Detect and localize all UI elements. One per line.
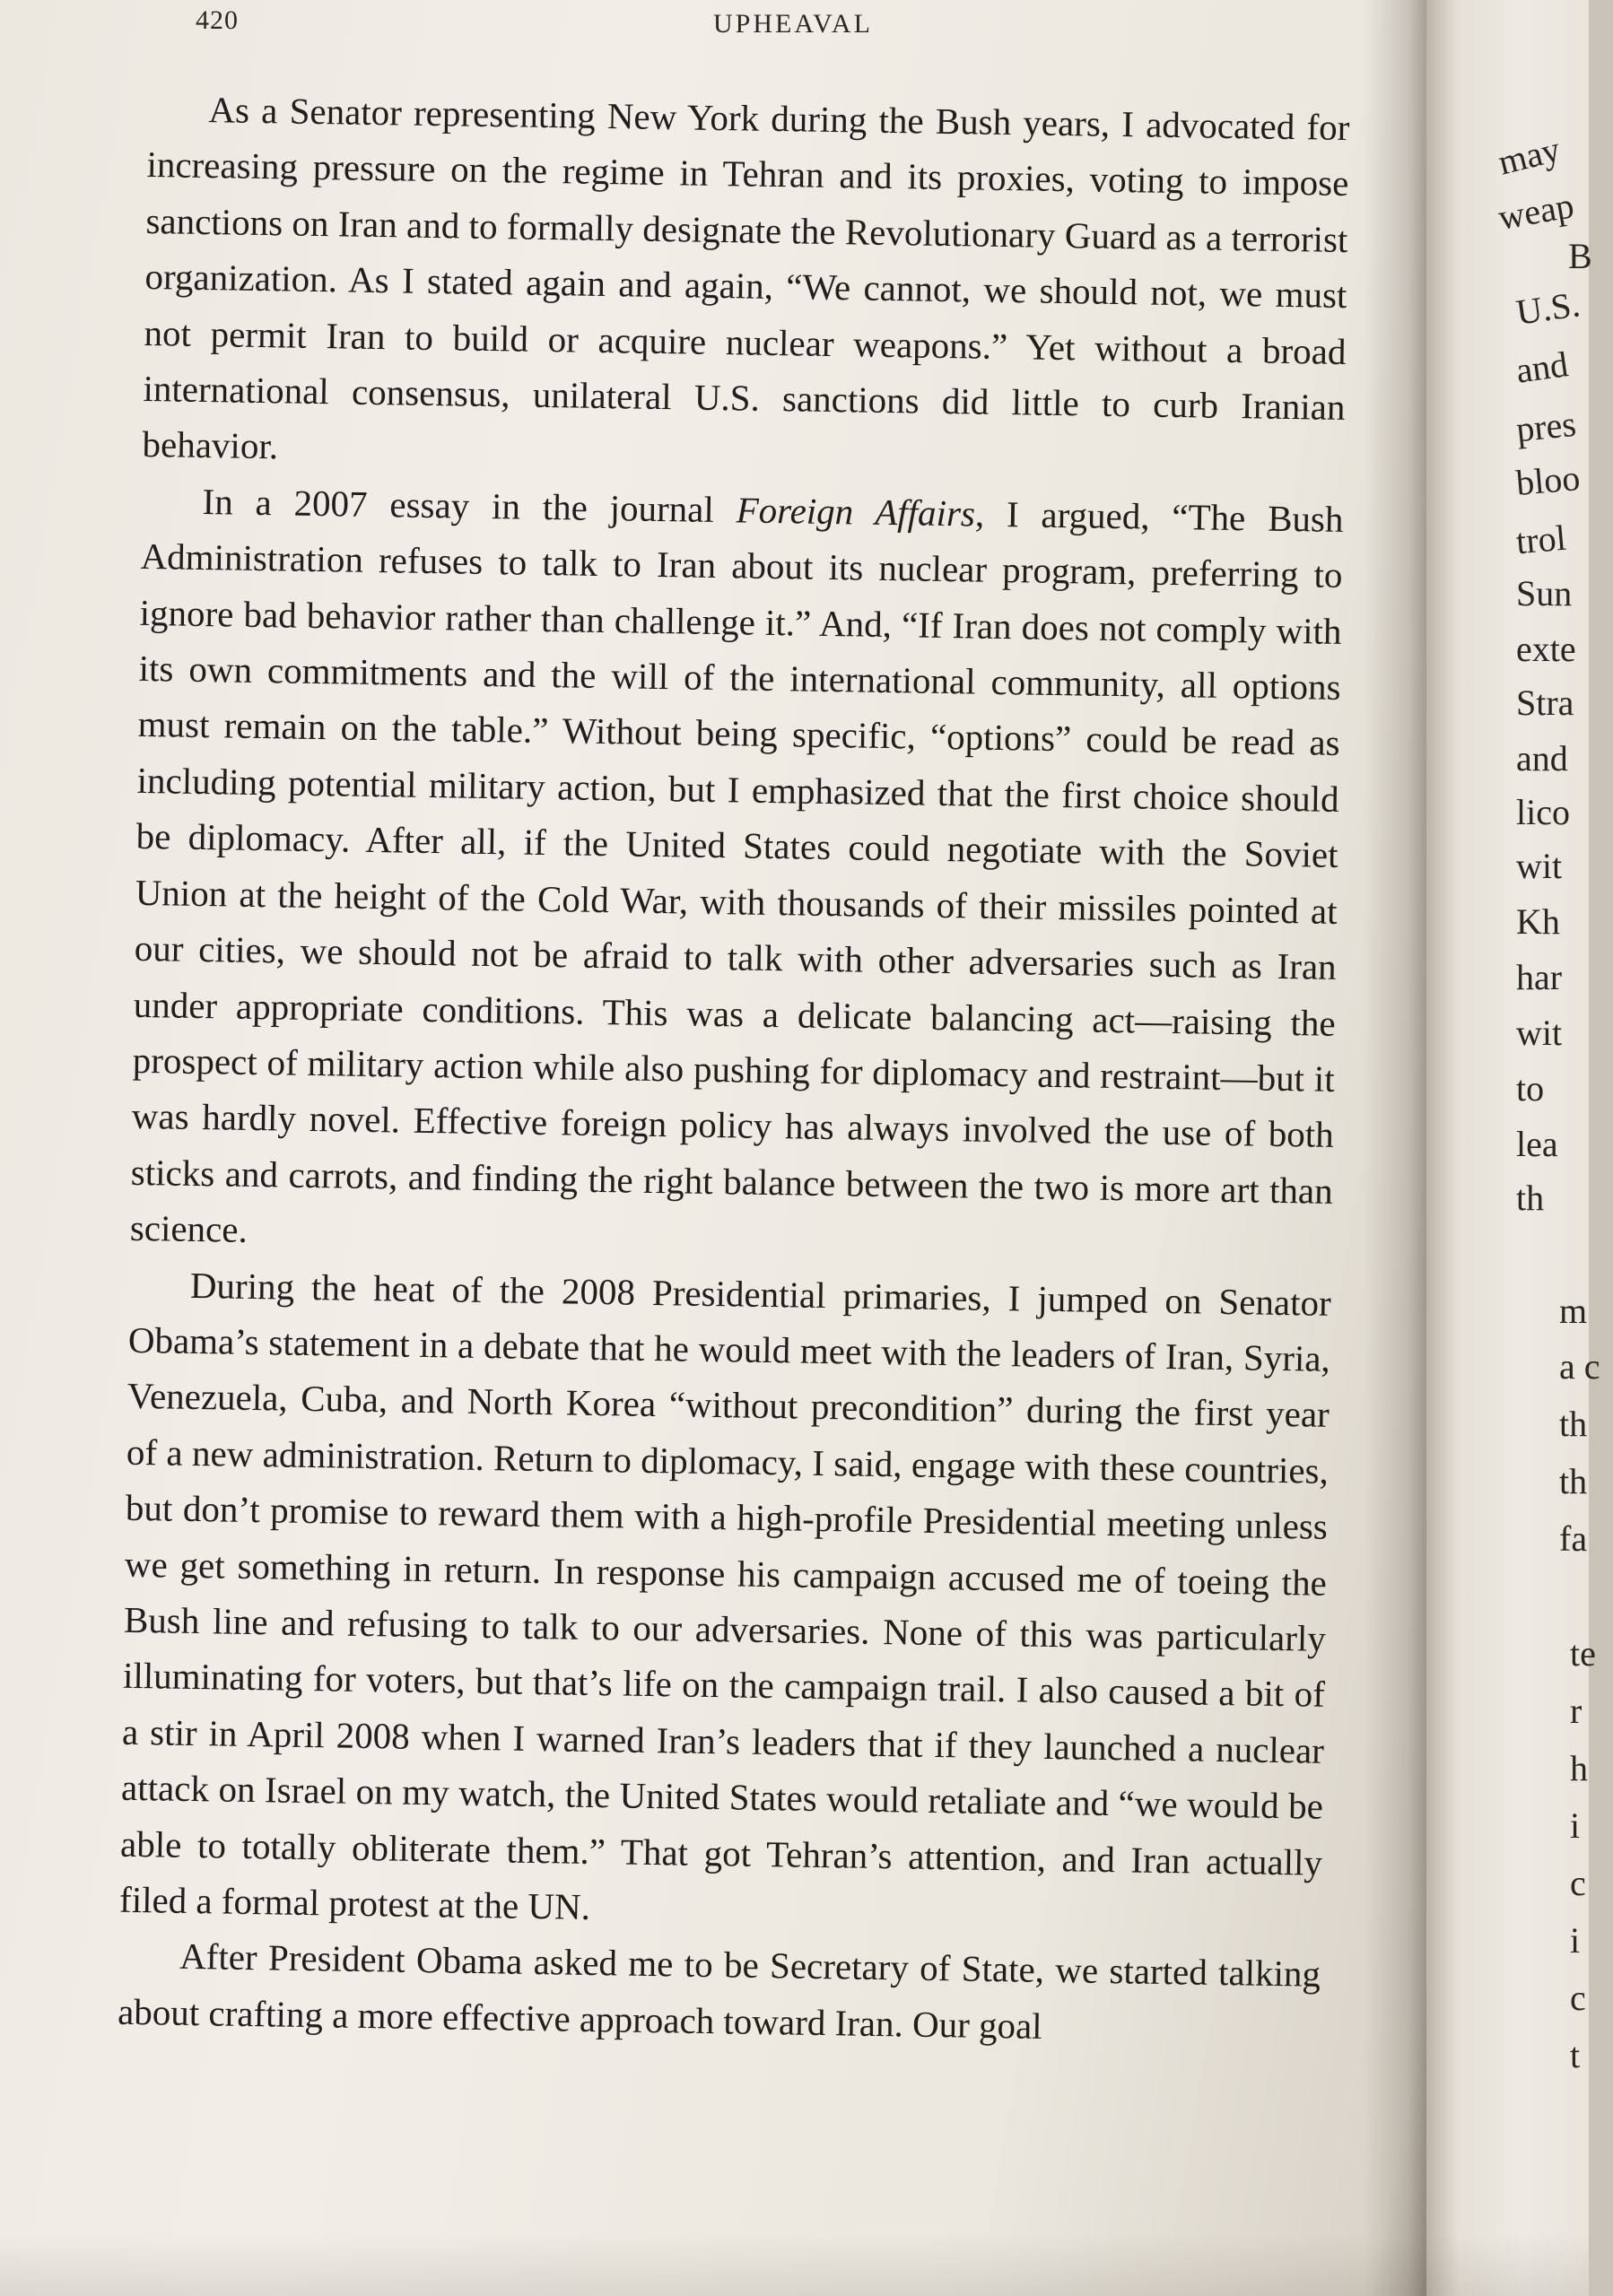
paragraph-4: After President Obama asked me to be Secretary of State, we started talking about crafting a more effective approach toward Iran. Our goal — [117, 1935, 1321, 2047]
facing-fragment: Stra — [1516, 683, 1574, 723]
running-head — [0, 5, 1426, 41]
facing-fragment: h — [1570, 1748, 1588, 1788]
facing-fragment: to — [1516, 1068, 1545, 1109]
facing-fragment: Sun — [1516, 573, 1573, 613]
facing-fragment: lea — [1516, 1124, 1558, 1164]
bottom-shadow — [0, 2233, 1589, 2296]
body-text — [118, 81, 1350, 2058]
paragraph-2: In a 2007 essay in the journal Foreign Affairs, I argued, “The Bush Administration refuses to talk to Iran about its nuclear program, preferring to ignore bad behavior rather than challenge it.” And, “If Iran does not comply with its own commitments and the will of the international community, all options must remain on the table.” Without being specific, “options” could be read as including potential military action, but I emphasized that the first choice should be diplomacy. After all, if the United States could negotiate with the Soviet Union at the height of the Cold War, with thousands of their missiles pointed at our cities, we should not be afraid to talk with other adversaries such as Iran under appropriate conditions. This was a delicate balancing act—raising the prospect of military action while also pushing for diplomacy and restraint—but it was hardly novel. Effective foreign policy has always involved the use of both sticks and carrots, and finding the right balance between the two is more art than science. — [129, 480, 1344, 1251]
paragraph-1: As a Senator representing New York during the Bush years, I advocated for increasing pressure on the regime in Tehran and its proxies, voting to impose sanctions on Iran and to formally designate the Revolutionary Guard as a terrorist organization. As I stated again and again, “We cannot, we should not, we must not permit Iran to build or acquire nuclear weapons.” Yet without a broad international consensus, unilateral U.S. sanctions did little to curb Iranian behavior. — [142, 89, 1350, 467]
paragraph-3: During the heat of the 2008 Presidential primaries, I jumped on Senator Obama’s statement in a debate that he would meet with the leaders of Iran, Syria, Venezuela, Cuba, and North Korea “without precondition” during the first year of a new administration. Return to diplomacy, I said, engage with these countries, but don’t promise to reward them with a high-profile Presidential meeting unless we get something in return. In response his campaign accused me of toeing the Bush line and refusing to talk to our adversaries. None of this was particularly illuminating for voters, but that’s life on the campaign trail. I also caused a bit of a stir in April 2008 when I warned Iran’s leaders that if they launched a nuclear attack on Israel on my watch, the United States would retaliate and “we would be able to totally obliterate them.” That got Tehran’s attention, and Iran actually filed a formal protest at the UN. — [118, 1264, 1332, 1927]
page-number: 420 — [196, 5, 239, 35]
facing-fragment: a c — [1559, 1346, 1600, 1387]
facing-fragment: lico — [1516, 792, 1570, 832]
facing-fragment: i — [1570, 1805, 1581, 1846]
facing-fragment: th — [1516, 1178, 1545, 1218]
facing-fragment: and — [1513, 344, 1571, 391]
facing-fragment: t — [1570, 2035, 1581, 2075]
facing-fragment: exte — [1516, 629, 1576, 669]
facing-fragment: may — [1494, 128, 1565, 183]
facing-fragment: fa — [1559, 1518, 1588, 1559]
facing-fragment: th — [1559, 1461, 1588, 1501]
facing-fragment: c — [1570, 1978, 1586, 2018]
facing-fragment: trol — [1514, 517, 1568, 562]
facing-fragment: and — [1516, 738, 1568, 778]
facing-fragment: U.S. — [1513, 283, 1582, 333]
facing-fragment: B — [1568, 236, 1592, 276]
facing-fragment: i — [1570, 1920, 1581, 1961]
gutter-shadow — [1364, 0, 1426, 2296]
journal-title: Foreign Affairs — [736, 489, 976, 535]
facing-fragment: r — [1570, 1691, 1582, 1731]
facing-fragment: har — [1516, 957, 1563, 997]
facing-fragment: Kh — [1516, 901, 1560, 942]
facing-fragment: wit — [1516, 1013, 1563, 1053]
facing-fragment: wit — [1516, 846, 1563, 886]
facing-fragment: bloo — [1514, 457, 1582, 504]
facing-page — [1426, 0, 1600, 2296]
facing-fragment: pres — [1513, 403, 1578, 450]
facing-fragment: m — [1559, 1291, 1588, 1331]
running-head-title: UPHEAVAL — [713, 9, 873, 39]
facing-fragment: th — [1559, 1404, 1588, 1444]
facing-fragment: te — [1570, 1633, 1596, 1674]
facing-fragment: c — [1570, 1863, 1586, 1903]
facing-fragment: weap — [1495, 185, 1577, 238]
